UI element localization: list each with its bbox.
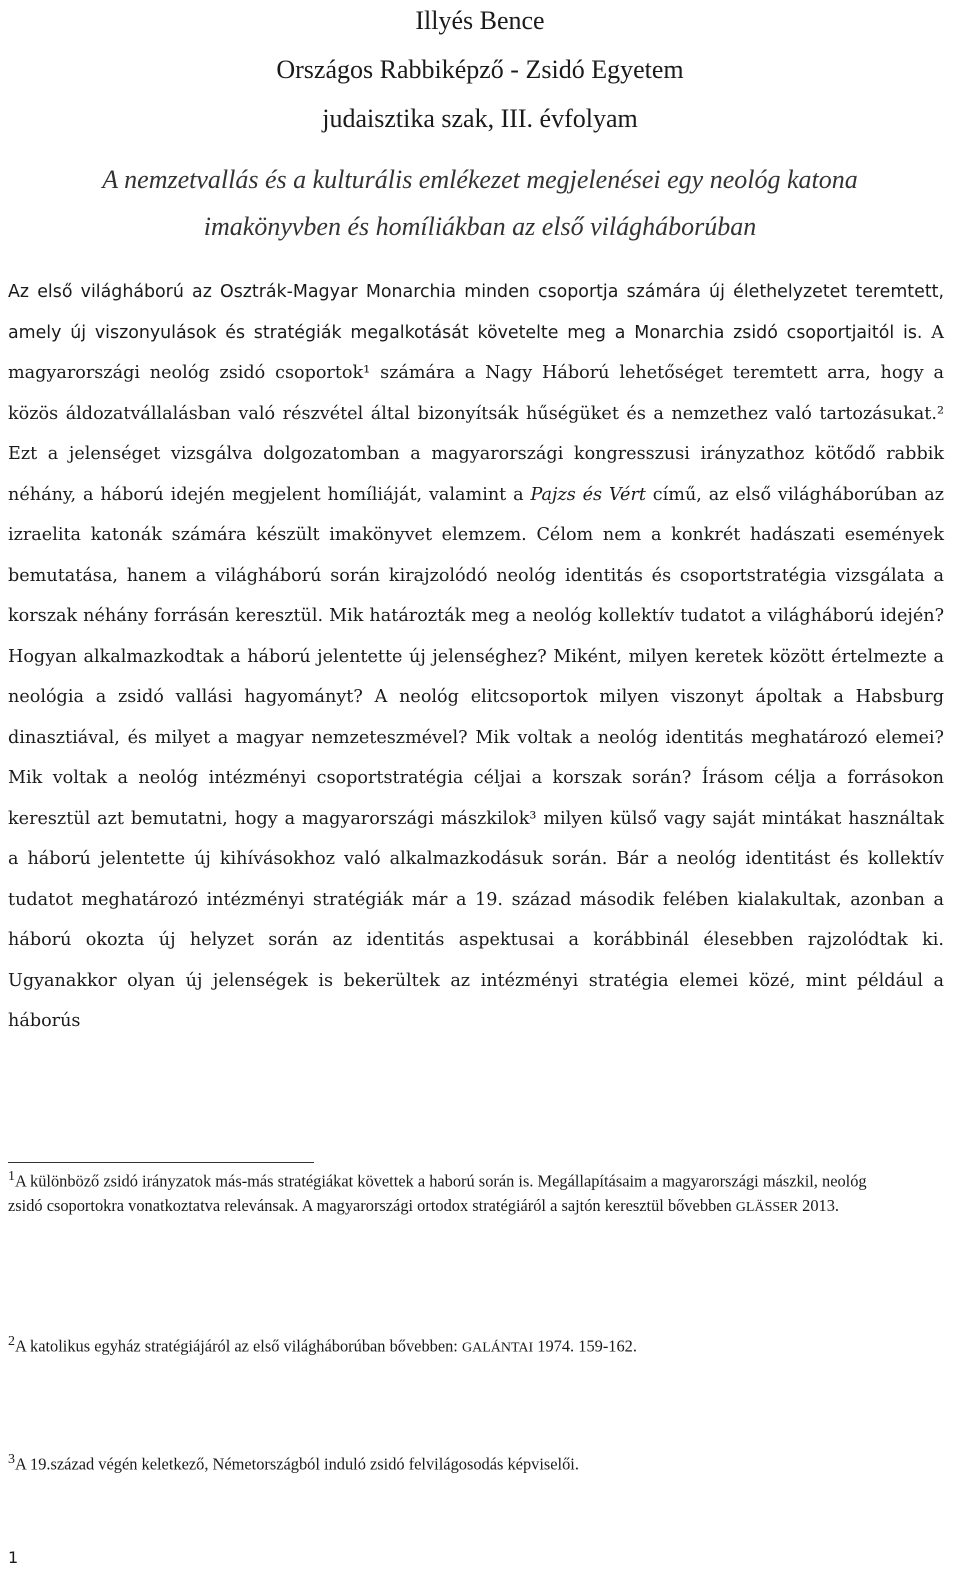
author-name: Illyés Bence: [415, 6, 545, 35]
footnote-2-mark: 2: [8, 1334, 15, 1349]
footnote-3-text: A 19.század végén keletkező, Németországból induló zsidó felvilágosodás képviselői.: [15, 1454, 579, 1474]
title-line-2: imakönyvben és homíliákban az első világháborúban: [203, 212, 757, 241]
body-text-part-4: című, az első világháborúban az izraelita katonák számára készült imakönyvet elemzem. Célom nem a konkrét hadászati események bemutatása, hanem a világháború során kirajzolódó neológ identitás és csoportstratégia vizsgálata a korszak néhány forrásán keresztül. Mik határozták meg a neológ kollektív tudatot a világháború idején? Hogyan alkalmazkodtak a háború jelentette új jelenséghez? Miként, milyen keretek között értelmezte a neológia a zsidó vallási hagyományt? A neológ elitcsoportok milyen viszonyt ápoltak a Habsburg dinasztiával, és milyet a magyar nemzeteszmével? Mik voltak a neológ identitás meghatározó elemei? Mik voltak a neológ intézményi csoportstratégia céljai a korszak során? Írásom célja a forrásokon keresztül azt bemutatni, hogy a magyarországi mászkilok³ milyen külső vagy saját mintákat használtak a háború jelentette új kihívásokhoz való alkalmazkodásuk során. Bár a neológ identitást és kollektív tudatot meghatározó intézményi stratégiák már a 19. század második felében kialakultak, azonban a háború okozta új helyzet során az identitás aspektusai a korábbinál élesebben rajzolódtak ki. Ugyanakkor olyan új jelenségek is bekerültek az intézményi stratégia elemei közé, mint például a háborús: [8, 484, 945, 1031]
body-text-part-2: [8, 323, 944, 1032]
page-number: 1: [8, 1548, 19, 1567]
paper-title: [0, 156, 960, 250]
footnote-2-text: A katolikus egyház stratégiájáról az első világháborúban bővebben:: [15, 1336, 462, 1356]
body-text-part-1: Az első világháború az Osztrák-Magyar Monarchia minden csoportja számára új élethelyzetet teremtett, amely új viszonyulások és stratégiák megalkotását követelte meg a Monarchia zsidó csoportjaitól is.: [8, 282, 944, 343]
body-paragraph: [8, 272, 944, 1042]
footnote-3: [8, 1447, 868, 1476]
header-block: [0, 0, 960, 143]
footnote-1-mark: 1: [8, 1169, 15, 1184]
imakonyv-title-italic: Pajzs és Vért: [530, 484, 646, 505]
footnote-2: [8, 1329, 868, 1360]
footnote-2-pages: 1974. 159-162.: [533, 1336, 637, 1356]
footnote-2-author: GALÁNTAI: [461, 1340, 534, 1356]
footnote-3-mark: 3: [8, 1452, 15, 1467]
program-name: judaisztika szak, III. évfolyam: [322, 104, 638, 133]
institution-name: Országos Rabbiképző - Zsidó Egyetem: [276, 55, 684, 84]
body-text-part-2a: A magyarországi neológ zsidó csoportok¹ számára a Nagy Háború lehetőséget teremtett arra, hogy a közös áldozatvállalásban való részvétel által bizonyítsák hűségüket és a nemzethez való tartozásukat.² Ezt a jelenséget vizsgálva dolgozatomban a magyarországi kongresszusi irányzathoz kötődő rabbik néhány, a háború idején megjelent homíliáját, valamint a: [8, 322, 944, 505]
title-line-1: A nemzetvallás és a kulturális emlékezet megjelenései egy neológ katona: [102, 165, 858, 194]
footnote-1-year: 2013.: [798, 1196, 840, 1216]
footnote-1-author: GLÄSSER: [735, 1200, 799, 1216]
footnote-1-text: A különböző zsidó irányzatok más-más stratégiákat követtek a haború során is. Megállapításaim a magyarországi mászkil, neológ zsidó csoportokra vonatkoztatva relevánsak. A magyarországi ortodox stratégiáról a sajtón keresztül bővebben: [8, 1171, 867, 1216]
footnote-1: [8, 1164, 868, 1220]
footnote-separator: [8, 1162, 314, 1163]
